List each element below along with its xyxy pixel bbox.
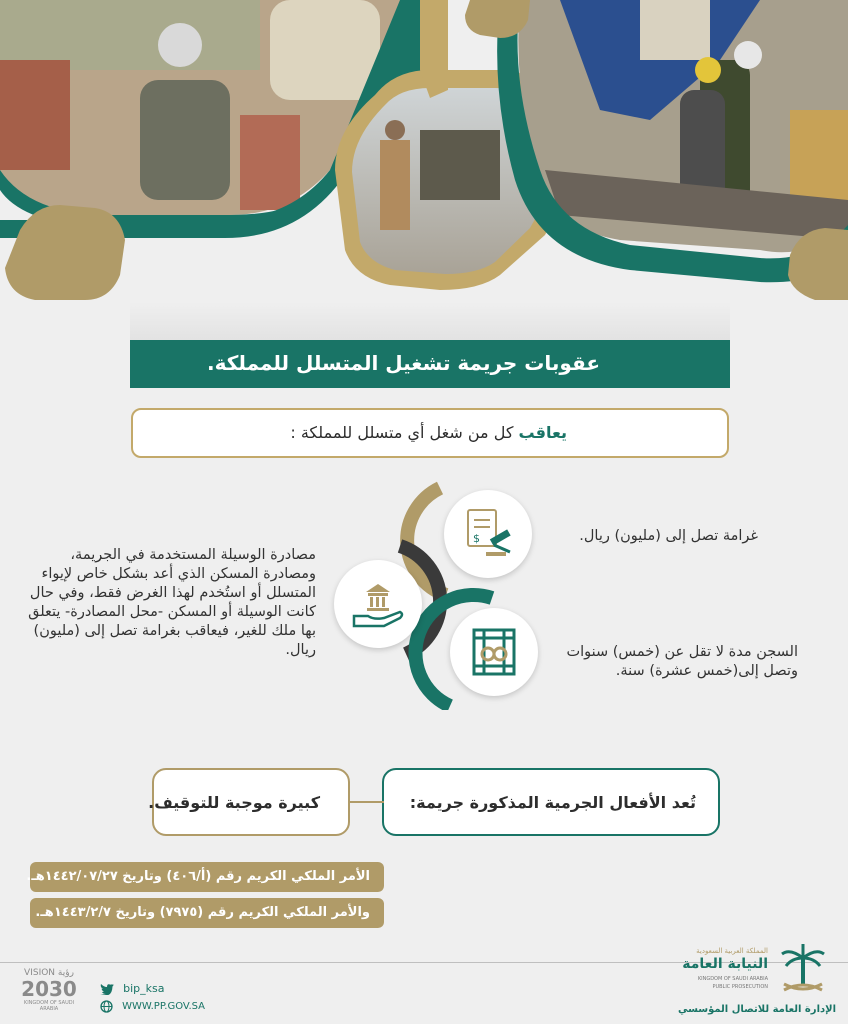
reference-2 [30,898,384,928]
palm-swords-emblem-icon [778,944,828,1000]
fine-text: غرامة تصل إلى (مليون) ريال. [579,528,758,544]
department-name: الإدارة العامة للاتصال المؤسسي [677,1004,836,1015]
handcuffs-bars-icon [450,608,538,696]
crime-box-left [148,768,350,836]
svg-text:$: $ [473,532,480,545]
page-title: عقوبات جريمة تشغيل المتسلل للمملكة. [207,351,600,375]
vision-year: 2030 [21,977,77,1001]
website-link[interactable] [100,996,205,1012]
hand-building-icon [334,560,422,648]
website-url: WWW.PP.GOV.SA [122,1001,206,1012]
prison-icon-circle [450,608,538,696]
subtitle-box [131,408,729,458]
vision-sub: KINGDOM OF SAUDI ARABIA [23,1000,75,1012]
title-bar [130,340,730,388]
reference-1-text: الأمر الملكي الكريم رقم (أ/٤٠٦) وتاريخ ١٤٤٢/٠٧/٢٧هـ. [26,869,370,884]
gavel-document-icon [444,490,532,578]
subtitle-bold: يعاقب [518,423,567,442]
prison-text: السجن مدة لا تقل عن (خمس) سنوات وتصل إلى(خمس عشرة) سنة. [566,644,798,679]
crime-box-right [382,768,720,836]
fine-icon-circle [444,490,532,578]
confiscation-icon-circle [334,560,422,648]
org-name: النيابة العامة [682,956,768,972]
globe-icon [100,1000,113,1013]
vision-2030-logo [16,968,82,1016]
org-en-1: KINGDOM OF SAUDI ARABIA [697,976,768,982]
vision-top: VISION رؤية [24,968,74,978]
twitter-handle: bip_ksa [123,982,165,995]
twitter-icon [100,983,114,995]
collage-graphics [0,0,848,300]
confiscation-text: مصادرة الوسيلة المستخدمة في الجريمة، ومصادرة المسكن الذي أعد بشكل خاص لإيواء المتسلل أو استُخدم لهذا الغرض فقط، وفي حال كانت الوسيلة أو المسكن -محل المصادرة- يتعلق بها ملك للغير، فيعاقب بغرامة تصل إلى (مليون) ريال. [28,547,316,658]
org-logo-block [662,944,842,1020]
org-top: المملكة العربية السعودية [696,947,768,955]
crime-box-left-text: كبيرة موجبة للتوقيف. [148,793,320,812]
subtitle-rest: كل من شغل أي متسلل للمملكة : [290,423,519,442]
connector-line [348,796,384,808]
reference-2-text: والأمر الملكي الكريم رقم (٧٩٧٥) وتاريخ ١٤٤٣/٢/٧هـ. [35,905,370,920]
reference-1 [26,862,384,892]
crime-box-right-text: تُعد الأفعال الجرمية المذكورة جريمة: [409,793,696,812]
header-collage [0,0,848,300]
twitter-link[interactable] [100,978,164,994]
title-shadow [130,302,730,342]
org-en-2: PUBLIC PROSECUTION [712,984,768,990]
subtitle-text [290,423,567,442]
gold-hexagon-left [5,205,125,300]
